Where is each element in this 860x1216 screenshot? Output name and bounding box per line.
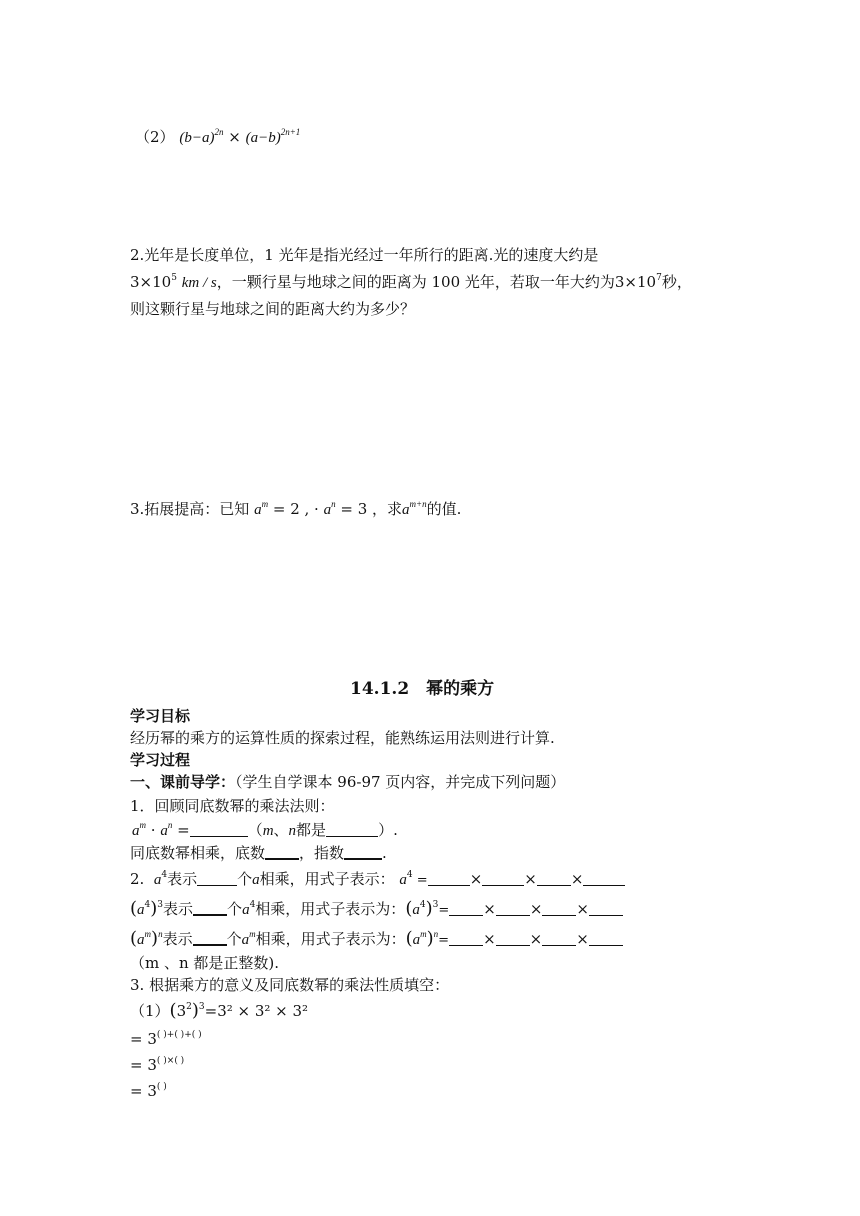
- problem-2-line-1: 2.光年是长度单位，1 光年是指光经过一年所行的距离.光的速度大约是: [130, 246, 599, 264]
- question-2-note: （m 、n 都是正整数).: [130, 954, 280, 972]
- question-2-line-2: $(a^4)^3$表示 个$a^4$相乘，用式子表示为：$(a^4)^3=$ × × ×: [130, 898, 623, 922]
- answer-blank[interactable]: [193, 930, 227, 946]
- answer-blank[interactable]: [589, 931, 623, 946]
- pre-study-note: （学生自学课本 96-97 页内容，并完成下列问题）: [235, 773, 566, 791]
- answer-blank[interactable]: [496, 931, 530, 946]
- answer-blank[interactable]: [537, 871, 571, 886]
- goal-text: 经历幂的乘方的运算性质的探索过程，能熟练运用法则进行计算.: [130, 729, 555, 747]
- answer-blank[interactable]: [542, 901, 576, 916]
- problem-3: 3.拓展提高：已知 $a^m = 2$ , · $a^n = 3$ ，求$a^{m+n}$的值.: [130, 499, 462, 518]
- question-3-step-2: = 3( )×( ): [130, 1056, 185, 1074]
- pre-study-heading: 一、课前导学：: [130, 773, 236, 791]
- problem-2-line-2: $3\times 10^5$ km / s，一颗行星与地球之间的距离为 100 光年，若取一年大约为$3\times 10^7$秒，: [130, 273, 692, 291]
- answer-blank[interactable]: [482, 871, 524, 886]
- question-2-label: （2）: [135, 128, 175, 146]
- answer-blank[interactable]: [496, 901, 530, 916]
- question-2-line-1: 2. $a^4$表示 个a相乘，用式子表示： $a^4$ = × × ×: [130, 868, 625, 892]
- question-1: 1．回顾同底数幂的乘法法则：: [130, 797, 335, 815]
- answer-blank[interactable]: [449, 931, 483, 946]
- question-3-part-1: $(1)(3^2)^3=3^2 \times 3^2 \times 3^2$: [130, 1000, 309, 1021]
- answer-blank[interactable]: [326, 822, 378, 837]
- problem-2-line-3: 则这颗行星与地球之间的距离大约为多少？: [130, 300, 416, 318]
- question-1-rule: 同底数幂相乘，底数 ，指数 .: [130, 844, 387, 862]
- question-2-line-3: $(a^m)^n$表示 个$a^m$相乘，用式子表示为：$(a^m)^n=$ × × ×: [130, 928, 623, 952]
- question-3-step-1: = 3( )+( )+( ): [130, 1030, 202, 1048]
- answer-blank[interactable]: [589, 901, 623, 916]
- question-2-expression: （2） $(b-a)^{2n} \times (a-b)^{2n+1}$: [135, 127, 301, 146]
- process-heading: 学习过程: [130, 751, 191, 769]
- answer-blank[interactable]: [197, 871, 237, 886]
- answer-blank[interactable]: [190, 822, 248, 837]
- question-3-step-3: = 3( ): [130, 1082, 167, 1100]
- answer-blank[interactable]: [193, 900, 227, 916]
- question-3: 3. 根据乘方的意义及同底数幂的乘法性质填空：: [130, 976, 450, 994]
- answer-blank[interactable]: [542, 931, 576, 946]
- pre-study-line: [130, 771, 565, 793]
- goal-heading: 学习目标: [130, 707, 191, 725]
- answer-blank[interactable]: [583, 871, 625, 886]
- answer-blank[interactable]: [449, 901, 483, 916]
- answer-blank[interactable]: [265, 844, 299, 860]
- question-1-formula: $a^m \cdot a^n = (m$、n都是 ）.: [132, 820, 398, 839]
- section-title: 14.1.2 幂的乘方: [350, 679, 495, 699]
- answer-blank[interactable]: [428, 871, 470, 886]
- answer-blank[interactable]: [344, 844, 382, 860]
